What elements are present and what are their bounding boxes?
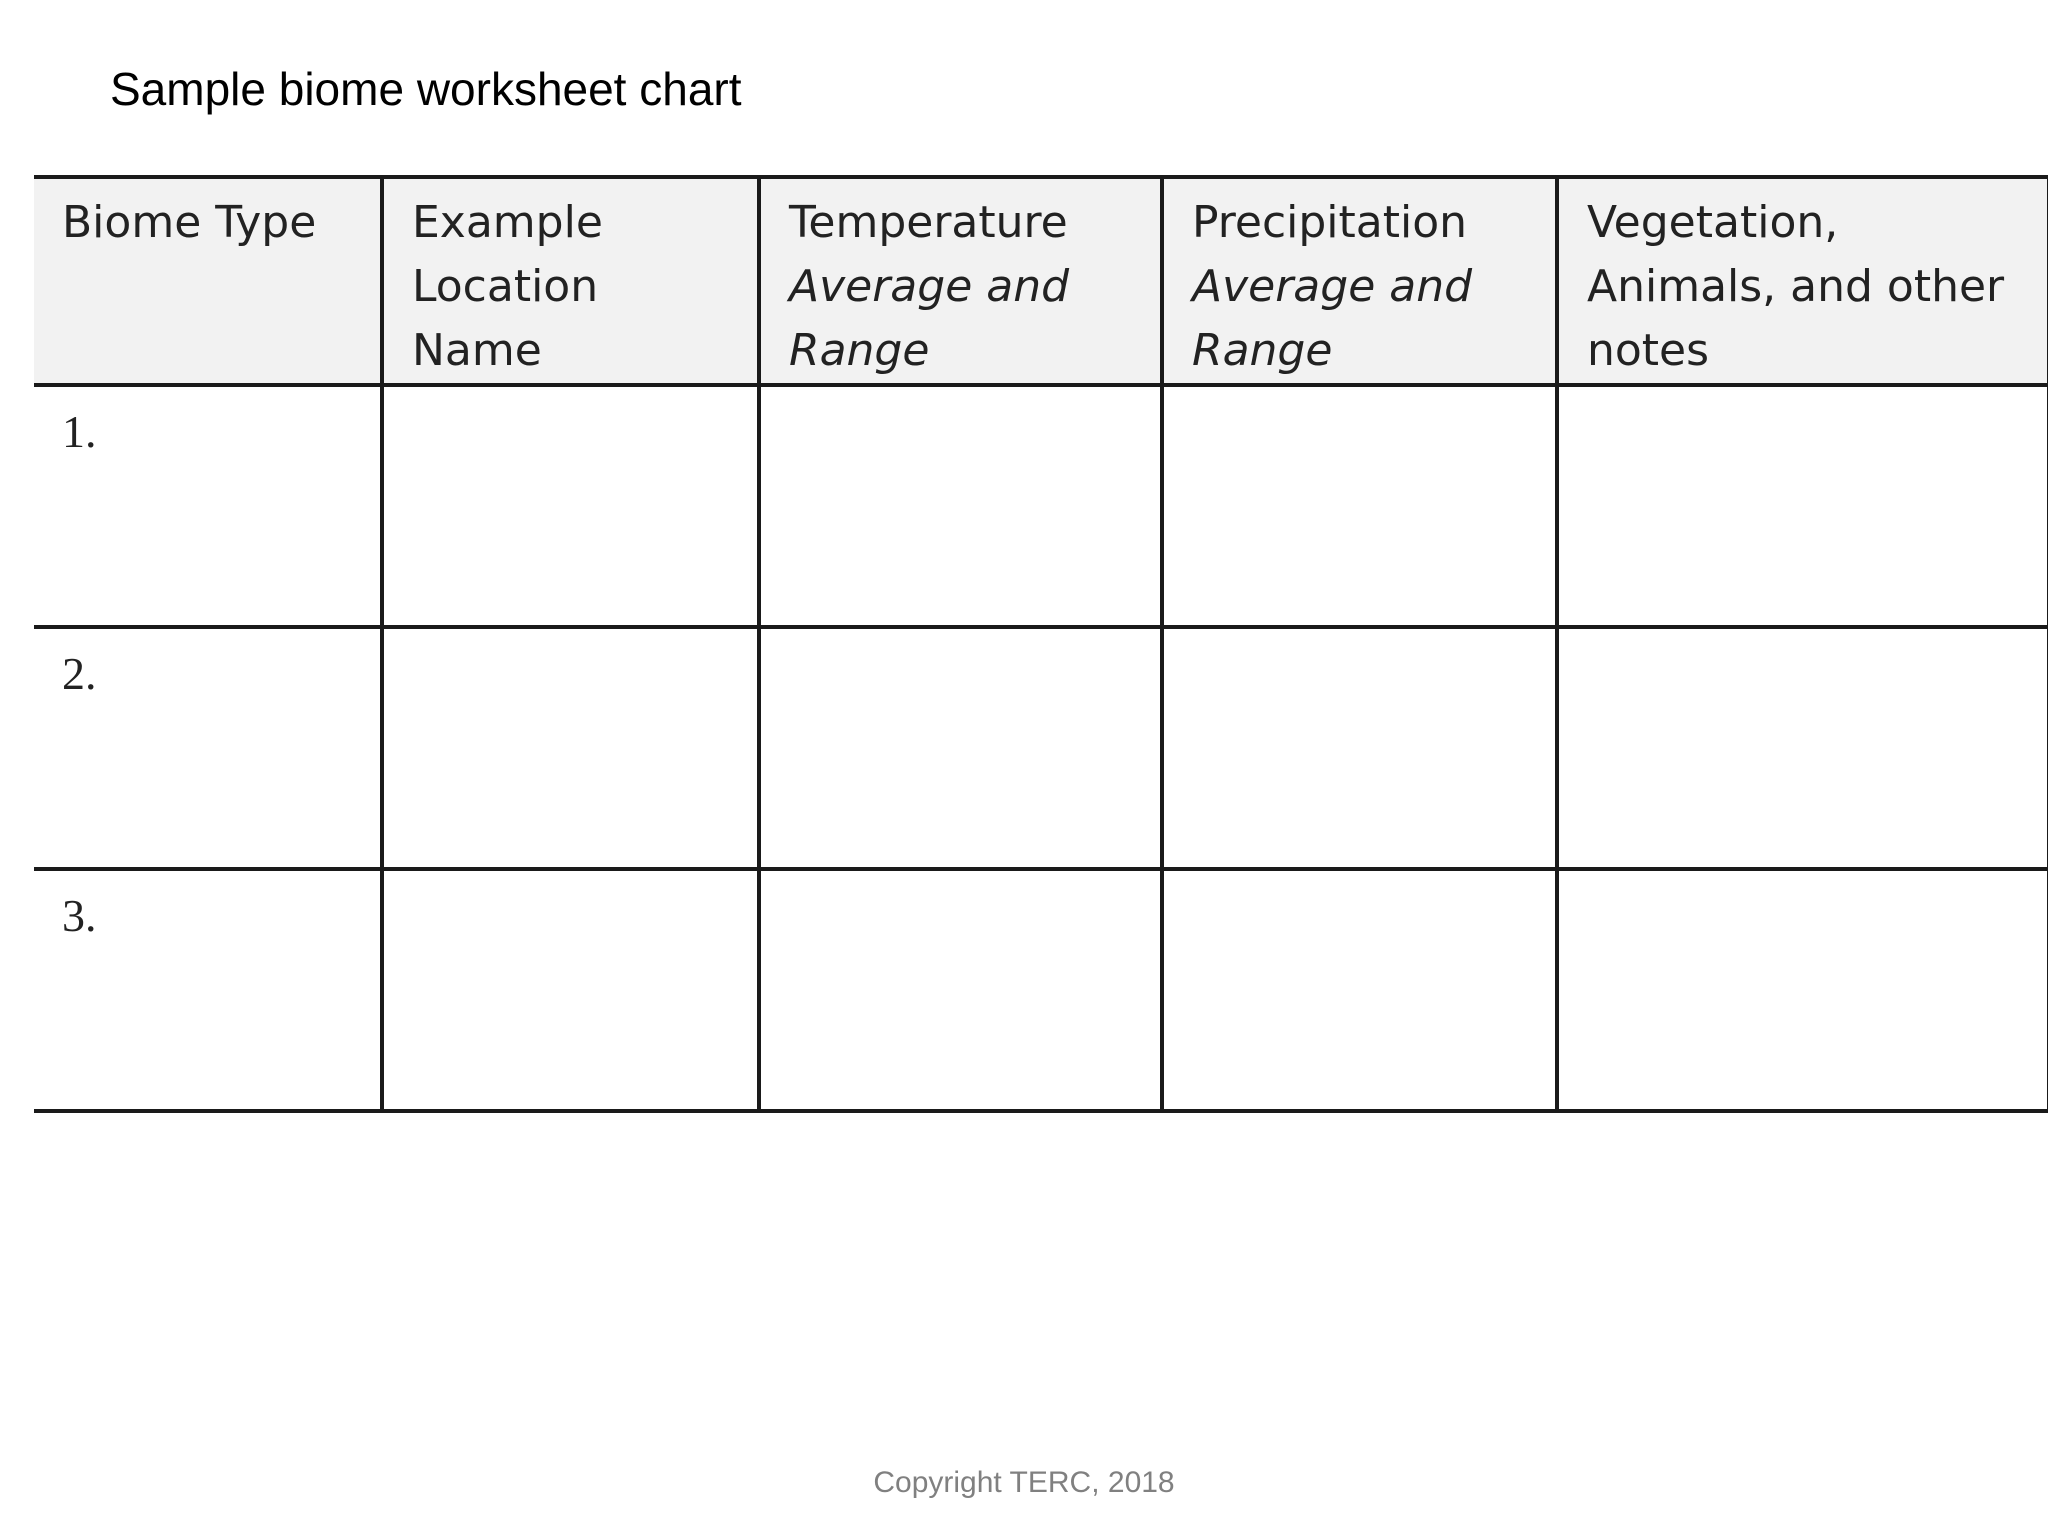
page-title: Sample biome worksheet chart [110, 63, 742, 115]
cell-temperature[interactable] [759, 627, 1162, 869]
cell-vegetation-animals[interactable] [1557, 627, 2048, 869]
header-label: Precipitation [1192, 197, 1468, 248]
header-label: Temperature [789, 197, 1068, 248]
row-number: 3. [34, 869, 382, 1111]
cell-vegetation-animals[interactable] [1557, 385, 2048, 627]
table-row [34, 869, 2048, 1111]
cell-vegetation-animals[interactable] [1557, 869, 2048, 1111]
header-sublabel: Average and Range [789, 261, 1070, 376]
row-number: 1. [34, 385, 382, 627]
header-precipitation [1162, 177, 1557, 385]
cell-example-location[interactable] [382, 869, 759, 1111]
cell-temperature[interactable] [759, 385, 1162, 627]
cell-precipitation[interactable] [1162, 627, 1557, 869]
header-example-location [382, 177, 759, 385]
row-number: 2. [34, 627, 382, 869]
table-row [34, 385, 2048, 627]
cell-precipitation[interactable] [1162, 385, 1557, 627]
header-label: Vegetation, Animals, and other notes [1587, 197, 2005, 376]
cell-temperature[interactable] [759, 869, 1162, 1111]
copyright-footer: Copyright TERC, 2018 [873, 1466, 1175, 1499]
table-row [34, 627, 2048, 869]
header-biome-type [34, 177, 382, 385]
cell-precipitation[interactable] [1162, 869, 1557, 1111]
biome-worksheet-table [34, 175, 2048, 1113]
header-temperature [759, 177, 1162, 385]
header-label: Biome Type [62, 197, 317, 248]
cell-example-location[interactable] [382, 627, 759, 869]
cell-example-location[interactable] [382, 385, 759, 627]
header-sublabel: Average and Range [1192, 261, 1473, 376]
header-label: Example Location Name [412, 197, 603, 376]
header-row [34, 177, 2048, 385]
header-vegetation-animals [1557, 177, 2048, 385]
